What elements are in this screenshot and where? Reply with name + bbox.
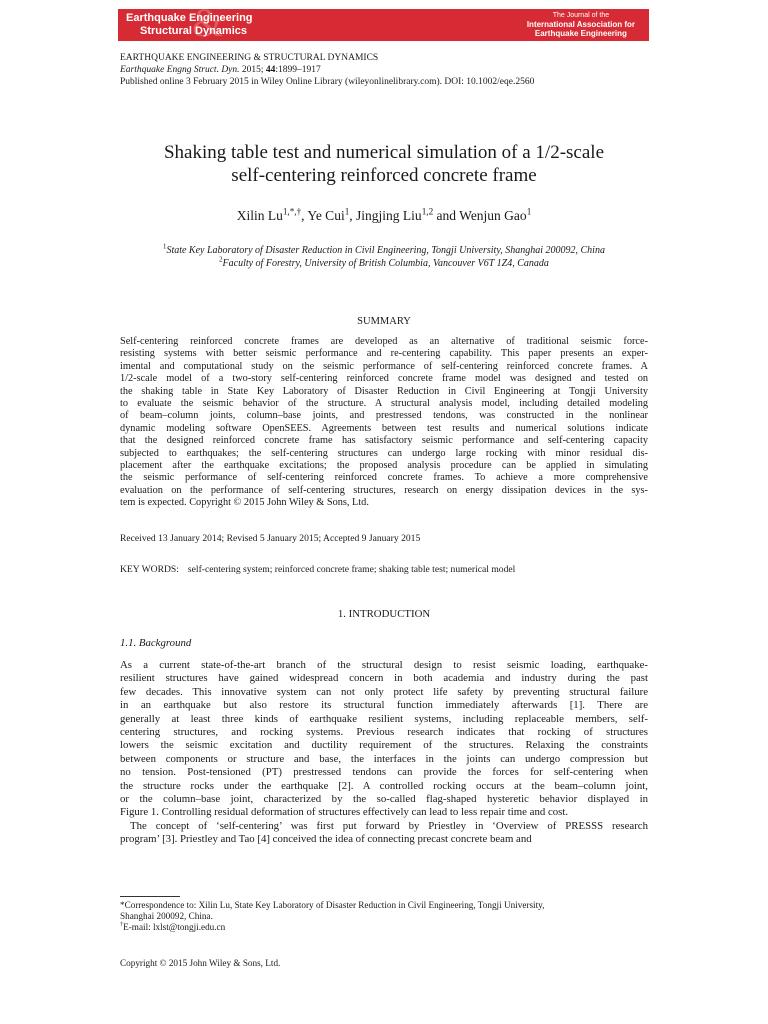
association-label — [527, 11, 635, 38]
author-name: Xilin Lu — [236, 208, 283, 223]
introduction-line: Figure 1. Controlling residual deformation of structures effectively can lead to less repair time and cost. — [120, 806, 569, 819]
author-name: Ye Cui — [307, 208, 345, 223]
introduction-line: lowers the seismic excitation and ductility requirement of the structures. Relaxing the constraints — [120, 739, 648, 752]
footnote-email-text: E-mail: lxlst@tongji.edu.cn — [123, 922, 226, 932]
introduction-line: program’ [3]. Priestley and Tao [4] conceived the idea of connecting precast concrete beam and — [120, 833, 532, 846]
author-separator: , — [301, 208, 308, 223]
received-dates: Received 13 January 2014; Revised 5 January 2015; Accepted 9 January 2015 — [120, 533, 421, 544]
summary-line: Self-centering reinforced concrete frames are developed as an alternative of traditional seismic force- — [120, 336, 648, 347]
footnotes — [120, 900, 648, 933]
summary-line: tem is expected. Copyright © 2015 John Wiley & Sons, Ltd. — [120, 497, 369, 509]
author-name: Jingjing Liu — [356, 208, 422, 223]
introduction-line: in an earthquake but also restore its structural function immediately afterwards [1]. There are — [120, 699, 648, 712]
summary-line: resisting systems with better seismic performance and re-centering capability. This paper presents an exper- — [120, 348, 648, 360]
author-separator: and — [433, 208, 460, 223]
copyright-notice: Copyright © 2015 John Wiley & Sons, Ltd. — [120, 958, 281, 968]
title-line-2: self-centering reinforced concrete frame — [231, 165, 537, 186]
author-affil-mark: 1,*,† — [282, 206, 302, 217]
author-name: Wenjun Gao — [459, 208, 527, 223]
introduction-line: As a current state-of-the-art branch of the structural design to resist seismic loading, earthquake- — [120, 659, 648, 671]
summary-line: that the designed reinforced concrete frame has satisfactory seismic performance and self-centering capacity — [120, 435, 648, 447]
citation-volume: 44 — [265, 65, 276, 75]
journal-logo — [126, 12, 253, 38]
summary-line: dynamic modeling software OpenSEES. Agreements between test results and numerical solutions indicate — [120, 422, 648, 434]
author-affil-mark: 1,2 — [421, 206, 434, 217]
affiliation-mark: 2 — [219, 256, 223, 264]
affiliation-text: Faculty of Forestry, University of British Columbia, Vancouver V6T 1Z4, Canada — [222, 257, 549, 269]
author-separator: , — [349, 208, 357, 223]
paper-title — [100, 141, 668, 187]
affiliation-1 — [100, 245, 668, 258]
citation-pages: :1899–1917 — [275, 65, 321, 75]
introduction-line: few decades. This innovative system can not only protect life safety by preventing structural failure — [120, 685, 648, 698]
summary-body — [120, 336, 648, 510]
introduction-line: resilient structures have gained widespread concern in both academia and industry during the past — [120, 672, 648, 685]
association-line-1: The Journal of the — [552, 12, 610, 19]
summary-line: to evaluate the seismic behavior of the structure. A structural analysis model, including detailed modeling — [120, 398, 648, 410]
footnote-address: Shanghai 200092, China. — [120, 911, 213, 921]
summary-line: evaluation on the performance of self-centering structures, research on energy dissipation devices in the sys- — [120, 484, 648, 496]
keywords-text: self-centering system; reinforced concrete frame; shaking table test; numerical model — [187, 564, 516, 575]
summary-line: placement after the earthquake excitations; the proposed analysis procedure can be applied in simulating — [120, 460, 648, 472]
introduction-line: no tension. Post-tensioned (PT) prestressed tendons can provide the forces for self-centering when — [120, 766, 648, 779]
author-affil-mark: 1 — [526, 206, 532, 217]
introduction-line: generally at least three kinds of earthquake resilient systems, including replaceable members, self- — [120, 712, 648, 725]
logo-line-1: Earthquake Engineering — [126, 12, 253, 24]
summary-line: the shaking table in State Key Laboratory of Disaster Reduction in Civil Engineering at Tongji University — [120, 385, 648, 397]
citation-year: 2015; — [239, 65, 266, 75]
footnote-rule — [120, 896, 180, 897]
journal-name: EARTHQUAKE ENGINEERING & STRUCTURAL DYNAMICS — [120, 53, 379, 63]
background-subheading: 1.1. Background — [120, 637, 192, 649]
logo-line-2: Structural Dynamics — [140, 25, 247, 37]
footnote-email — [120, 922, 648, 933]
summary-line: imental and computational study on the seismic performance of self-centering reinforced concrete frames. A — [120, 360, 648, 372]
introduction-line: or the column–base joint, characterized by the so-called flag-shaped hysteretic behavior displayed in — [120, 793, 648, 806]
banner-ampersand: & — [192, 9, 224, 41]
citation-journal: Earthquake Engng Struct. Dyn. — [120, 65, 240, 75]
introduction-line: The concept of ‘self-centering’ was first put forward by Priestley in ‘Overview of PRESSS research — [130, 819, 648, 832]
association-line-3: Earthquake Engineering — [534, 29, 627, 38]
summary-line: of beam–column joints, column–base joints, and prestressed tendons, was constructed in the nonlinear — [120, 410, 648, 422]
journal-banner — [118, 9, 649, 41]
introduction-body — [120, 659, 648, 847]
affiliation-mark: 1 — [163, 243, 167, 251]
introduction-heading: 1. INTRODUCTION — [337, 608, 431, 620]
author-affil-mark: 1 — [344, 206, 350, 217]
summary-heading: SUMMARY — [357, 316, 411, 327]
summary-line: the seismic performance of self-centering reinforced concrete frames. To achieve a more comprehensive — [120, 472, 648, 484]
affiliation-2 — [100, 258, 668, 271]
affiliations — [100, 245, 668, 270]
keywords — [120, 564, 648, 576]
introduction-line: the structure rocks under the earthquake [2]. A controlled rocking occurs at the beam–column joint, — [120, 779, 648, 792]
keywords-label: KEY WORDS: — [120, 564, 179, 575]
association-line-2: International Association for — [526, 20, 635, 29]
author-list — [100, 208, 668, 224]
journal-header — [120, 52, 534, 88]
summary-line: 1/2-scale model of a two-story self-centering reinforced concrete frame model was designed and tested on — [120, 373, 648, 385]
affiliation-text: State Key Laboratory of Disaster Reduction in Civil Engineering, Tongji University, Shanghai 200092, China — [166, 245, 605, 256]
introduction-line: between components or structure and base, the interfaces in the joints can undergo compression but — [120, 752, 648, 765]
summary-line: subjected to earthquakes; the self-centering structures can undergo large rocking with minor residual dis- — [120, 447, 648, 459]
citation — [120, 64, 534, 76]
footnote-correspondence: *Correspondence to: Xilin Lu, State Key Laboratory of Disaster Reduction in Civil Engineering, Tongji University, — [120, 900, 545, 910]
footnote-mark: † — [120, 920, 124, 928]
introduction-line: centering structures, and rocking systems. Previous research indicates that rocking of structures — [120, 726, 648, 739]
title-line-1: Shaking table test and numerical simulation of a 1/2-scale — [163, 142, 605, 163]
publication-info: Published online 3 February 2015 in Wiley Online Library (wileyonlinelibrary.com). DOI: 10.1002/eqe.2560 — [120, 77, 535, 87]
